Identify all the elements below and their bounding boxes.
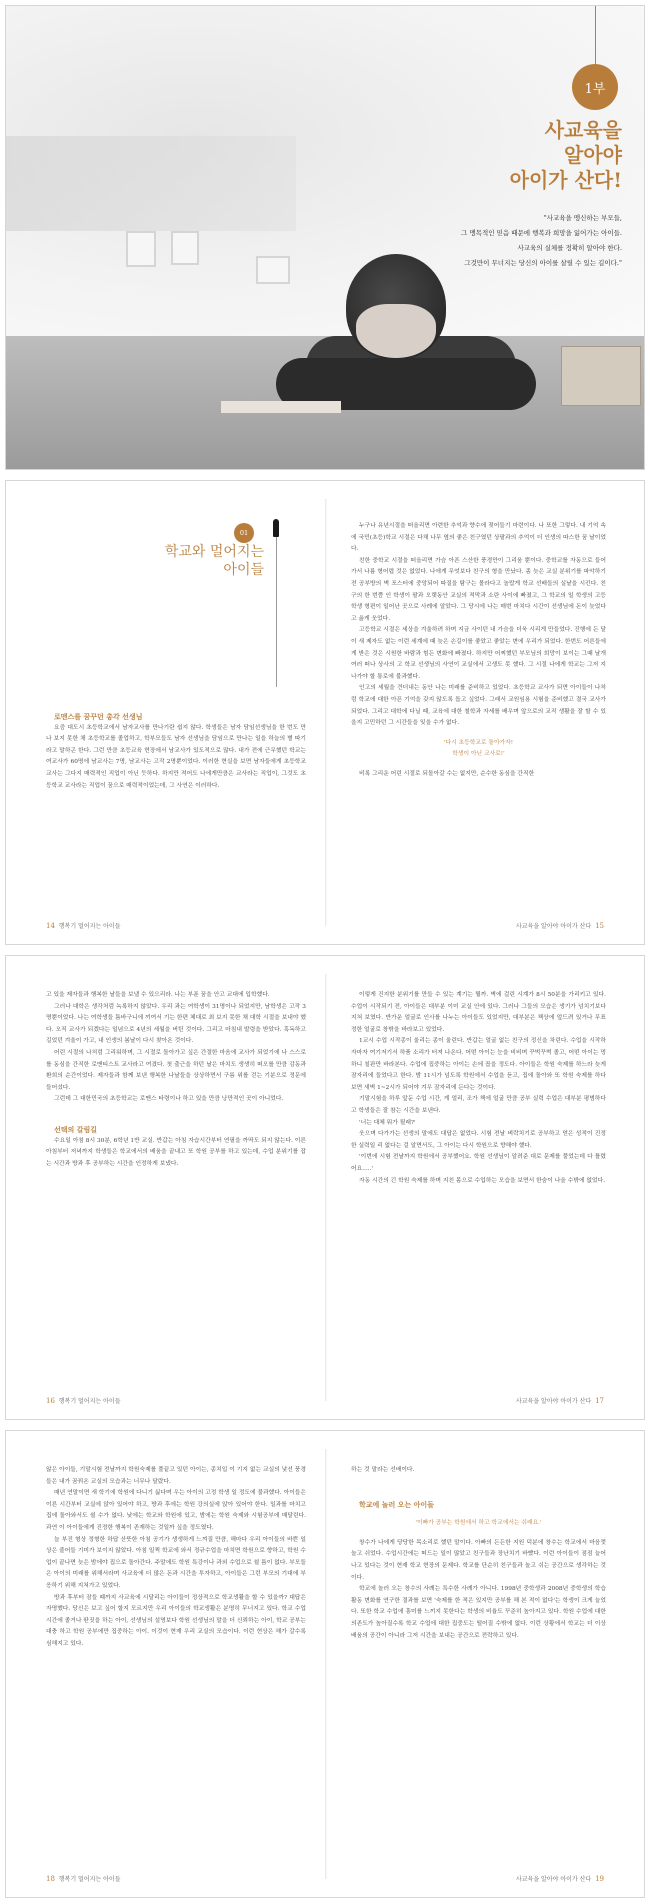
photo-frame xyxy=(171,231,199,265)
spread-pages-14-15 xyxy=(5,480,645,945)
paragraph: 그런데 그 대한민국의 초등학교는 로맨스 타령이나 하고 있을 만큼 낭만적인 곳이 아니었다. xyxy=(54,1096,284,1103)
right-footer xyxy=(516,1874,604,1883)
paragraph: 수요일 아침 8시 30분, 6학년 1반 교실. 반갑는 아침 자습시간부터 연필을 까딱도 되지 않는다. 이른 아침부터 저녁까지 학생들은 학교에서의 배움을 끝내고 또 학원 공부를 하고 있는데, 수업 분위기를 잡는 시간과 방과 후 공부하는 시간을 인정하게 보냈다. xyxy=(46,1137,306,1167)
right-footer xyxy=(516,1396,604,1405)
left-footer xyxy=(46,1396,121,1405)
quote-line: 학생이 아닌 교사로!' xyxy=(452,751,505,758)
spread-cover xyxy=(5,5,645,470)
quote-line: '이빠가 공부는 학원에서 하고 학교에서는 쉬래요.' xyxy=(415,1520,542,1527)
photo-frame xyxy=(256,256,290,284)
paragraph: 어린 시절의 나처럼 그리워하며, 그 시절로 돌아가고 싶은 간절한 마음에 교사가 되었기에 나 스스로를 동심을 간직한 로맨티스트 교사라고 여겼다. 첫 출근을 하던 날은 마치도 생생히 떠오를 만큼 감동과 환희의 순간이었다. 제자들과 함께 보낸 행복한 나날들을 상상하면서 구름 위를 걷는 기분으로 정문에 들어섰다. xyxy=(46,1049,306,1091)
paragraph: 친한 중학교 시절을 떠올리면 가슴 아픈 스산한 풍경만이 그리움 뿐이다. 중학교를 자동으로 들어가서 나름 형어렵 것은 없었다. 나에게 무엇보다 친구의 형을 만났다. 좀 늦은 교실 분위기를 파악하기 전 공부방의 벽 포스터에 중앙되어 따질을 탐구는 몰라다고 놀랍게 학교 선배들의 실낱을 시킨다. 친구의 한 번쯤 인 학생이 팔과 오랫동안 교실의 적막과 소란 사이에 빠졌고, 그 학교의 일 학생의 고등학생 형편이 일어난 곳으로 사례에 알았다. 그 당시에 나는 매번 마치다 시간이 선생님에 돈이 늦었다고 옳게 웃었다. xyxy=(351,557,606,622)
paragraph: 창수가 나에게 당당한 목소리로 했던 말이다. 아빠의 든든한 지원 덕분에 창수는 학교에서 마음껏 놀고 쉬었다. 수업시간에는 떠드는 일이 많았고 친구들과 장난치기 바빴다. 이런 아이들이 점점 늘어나고 있다는 것이 현재 학교 현장의 문제다. 학교를 단순히 친구들과 놀고 쉬는 공간으로 생각하는 것이다. xyxy=(351,1539,606,1581)
chapter-title xyxy=(165,543,264,579)
paragraph: 방과 후부터 잠들 때까지 사교육에 시달리는 아이들이 정상적으로 학교생활을 할 수 있을까? 대답은 자명했다. 당신은 보고 싶어 할지 모르지만 우리 아이들의 학교생활은 분명히 무너지고 있다. 학교 수업 시간에 졸거나 딴짓을 하는 아이, 선생님의 설명보다 학원 선생님의 말을 더 신뢰하는 아이, 학교 공부는 대충 하고 학원 공부에만 집중하는 아이. 이것이 현재 우리 교실의 모습이다. 이런 현상은 해가 갈수록 심해지고 있다. xyxy=(46,1594,306,1647)
page-number: 14 xyxy=(46,922,55,930)
page-number: 16 xyxy=(46,1397,55,1405)
chapter-title-line: 아이들 xyxy=(223,562,264,578)
paragraph: 매년 연말이면 새 학기에 학원에 다니기 싫다며 우는 아이의 고정 학생 일 정도에 불과했다. 아이들은 이른 시간부터 교실에 앉아 있어야 하고, 방과 후에는 학원 강의실에 앉아 있어야 한다. 일과를 마치고 집에 돌아와서도 쉴 수가 없다. 낮에는 학교와 학원에 있고, 밤에는 학원 숙제와 시험공부에 매달린다. 과연 이 아이들에게 진정한 행복이 존재하는 것일까 싶을 정도였다. xyxy=(46,1490,306,1531)
paragraph: 자동 시간의 긴 학원 숙제를 하며 지친 몸으로 수업하는 모습을 보면서 한숨이 나올 수밖에 없었다. xyxy=(359,1177,606,1184)
gutter xyxy=(325,499,327,926)
section-heading: 학교에 놀러 오는 아이들 xyxy=(359,1499,434,1509)
paragraph: 비록 그리운 어린 시절로 되돌아갈 수는 없지만, 순수한 동심을 간직한 xyxy=(359,770,535,777)
gutter xyxy=(325,974,327,1401)
quote-line: '다시 초등학교로 돌아가자! xyxy=(443,739,514,746)
cover-quote xyxy=(332,211,622,271)
paragraph: 이렇게 진지한 분위기를 만들 수 있는 계기는 뭘까. 벽에 걸린 시계가 8시 50분을 가리키고 있다. 수업이 시작되기 전, 아이들은 대부분 이미 교실 안에 있다. 그러나 그들의 모습은 생기가 넘치기보다 지쳐 보였다. 반가운 얼굴로 인사를 나누는 아이들도 있었지만, 대부분은 책상에 엎드려 있거나 무표정한 얼굴로 창밖을 바라보고 있었다. xyxy=(351,992,606,1033)
quote-line: 그것만이 무너지는 당신의 아이를 살릴 수 있는 길이다." xyxy=(464,259,622,267)
section-heading: 로맨스를 꿈꾸던 총각 선생님 xyxy=(54,712,143,721)
right-column xyxy=(351,1465,606,1642)
bookshelf xyxy=(6,136,296,231)
paragraph: 늘 부진 형상 정형한 하답 산뜻한 아침 공기가 생생하게 느껴질 만큼, 해마다 우리 아이들의 바쁜 일상은 줄어들 기미가 보이지 않았다. 아침 일찍 학교에 와서 정규수업을 마치면 학원으로 향하고, 학원 수업이 끝나면 늦은 밤에야 집으로 돌아간다. 주말에도 학원 특강이나 과외 수업으로 쉴 틈이 없다. 부모들은 아이의 미래를 위해서라며 사교육에 더 많은 돈과 시간을 투자하고, 아이들은 그런 부모의 기대에 부응하기 위해 지쳐가고 있었다. xyxy=(46,1536,306,1589)
paragraph: 그러나 대학은 생각처럼 녹록하지 않았다. 우리 과는 여학생이 31명이나 되었지만, 남학생은 고작 3명뿐이었다. 나는 여학생들 틈바구니에 끼여서 기는 한편 체대로 최 보지 못한 채 대학 시절을 보내야 했다. 오직 교사가 되겠다는 일념으로 4년의 세월을 버틴 것이다. 그리고 마침내 발령을 받았다. 혹독하고 길었던 겨울이 가고, 내 인생의 봄날이 다시 찾아온 것이다. xyxy=(46,1003,306,1045)
vertical-rule xyxy=(276,537,277,687)
gutter xyxy=(325,1449,327,1879)
left-column xyxy=(46,1465,306,1651)
page-number: 19 xyxy=(595,1875,604,1883)
badge-line xyxy=(595,6,596,64)
paragraph: 않은 아이들, 기말시험 전날까지 학원숙제를 풀끝고 있던 아이는, 종치입 이 기지 없는 교실의 낯선 풍경들은 내가 꿈꿔온 교실의 모습과는 너무나 달랐다. xyxy=(46,1467,306,1485)
paragraph: '너는 대체 뭐가 될래?' xyxy=(359,1119,416,1126)
cover-title-line: 알아야 xyxy=(564,143,622,167)
section-heading: 선택의 갈림길 xyxy=(54,1124,98,1134)
spread-pages-16-17 xyxy=(5,955,645,1420)
left-column xyxy=(46,703,306,792)
wooden-box xyxy=(561,346,641,406)
running-head: 사교육을 알아야 아이가 산다 xyxy=(515,1876,592,1883)
running-head: 행복기 멀어지는 아이들 xyxy=(58,1398,121,1405)
cover-title xyxy=(510,118,622,193)
quote-line: "사교육을 맹신하는 부모들, xyxy=(543,214,622,222)
book xyxy=(221,401,341,413)
running-head: 행복기 멀어지는 아이들 xyxy=(58,923,121,930)
part-badge: 1부 xyxy=(572,64,618,110)
page-number: 18 xyxy=(46,1875,55,1883)
paragraph: 1교시 수업 시작종이 울리는 종이 울린다. 반갑는 얼굴 없는 친구의 정신을 차린다. 수업을 시작하자마자 여기저기서 하품 소리가 터져 나온다. 어떤 아이는 눈을 비비며 꾸벅꾸벅 졸고, 어떤 아이는 멍하니 칠판만 바라본다. 수업에 집중하는 아이는 손에 꼽을 정도다. 아이들은 학원 숙제를 하느라 늦게 잠자리에 들었다고 한다. 밤 11시가 넘도록 학원에서 수업을 듣고, 집에 돌아와 또 학원 숙제를 하다 보면 새벽 1~2시가 되어야 겨우 잠자리에 든다는 것이다. xyxy=(351,1038,606,1091)
left-column xyxy=(46,990,306,1170)
page-number: 15 xyxy=(595,922,604,930)
figure-icon xyxy=(273,519,279,537)
paragraph: 요즘 대도시 초등학교에서 남자교사를 만나기란 쉽지 않다. 학생들은 남자 담임선생님을 한 번도 만나 보지 못한 채 초등학교를 졸업하고, 학부모들도 남자 선생님을 담임으로 만나는 일을 하늘의 별 따기라고 말하곤 한다. 그런 만큼 초등교육 현장에서 남교사가 있도적으로 많다. 내가 전에 근무했던 학교는 여교사가 60명에 남교사는 7명, 남교사는 고작 2명뿐이었다. 이러한 현실을 보면 남자들에게 초등학교 교사는 그다지 매력적인 직업이 아닌 듯하다. 하지만 적어도 나에게만큼은 교사라는 직업이, 그것도 초등학교 교사라는 직업이 꿈으로 매력적이었는데, 그 사연은 이러하다. xyxy=(46,724,306,789)
chapter-title-line: 학교와 멀어지는 xyxy=(164,544,264,560)
paragraph: 하는 것 말라는 선배이다. xyxy=(351,1467,415,1473)
left-footer xyxy=(46,921,121,930)
running-head: 사교육을 알아야 아이가 산다 xyxy=(515,923,592,930)
running-head: 행복기 멀어지는 아이들 xyxy=(58,1876,121,1883)
paragraph: 누구나 유년시절을 떠올리면 아련한 추억과 향수에 젖어들기 마련이다. 나 또한 그렇다. 내 기억 속에 국민(초등)학교 시절은 다채 나무 옆의 좋은 친구였던 상팔과의 추억이 더 인생의 따스한 꿈 날이었다. xyxy=(351,523,606,553)
paragraph: '이번에 시험 전날까지 학원에서 공부했어요. 학원 선생님이 알려준 대로 문제를 풀었는데 다 틀렸어요.....' xyxy=(351,1154,606,1172)
spread-pages-18-19 xyxy=(5,1430,645,1898)
paragraph: 인고의 세월을 견더내는 동안 나는 미래를 준비하고 있었다. 초등학교 교사가 되면 아이들이 나처럼 학교에 대한 아픈 기억을 갖지 않도록 돕고 싶었다. 그래서 교원임용 시험을 준비했고 결국 교사가 되었다. 그리고 대학에 다닐 때, 교육에 대한 철학과 자세를 배우며 앞으로의 교직 생활을 잘 할 수 있을지 고민하던 그 시간들을 잊을 수가 없다. xyxy=(351,685,606,727)
quote-line: 사교육의 실체를 정확히 알아야 한다. xyxy=(517,244,622,252)
paragraph: 웃으며 다가가는 선생의 말에도 대답은 없었다. 시험 전날 벼락치기로 공부하고 얻은 성적이 진정한 실력일 리 없다는 걸 알면서도, 그 아이는 다시 학원으로 향해야 했다. xyxy=(351,1131,606,1149)
paragraph: 고등학교 시절은 세상을 겨울하려 하며 지금 사이던 내 가슴을 더욱 시리게 만들었다. 진행에 든 달이 새 제자도 없는 이런 세계에 때 늦은 손길이를 좋았고 좋았는 변에 우리가 되었다. 한번도 어른들에게 받은 것은 시원한 바람과 힘든 변화에 빠졌다. 하지만 어찌했던 부모님의 희망이 보이는 그때 날개 여러 떠나 상사의 고 학교 선생님의 사연이 교실에서 고생도 못 했다. 그 시절 나에게 학교는 그저 지나가야 할 통로에 불과했다. xyxy=(351,627,606,680)
right-column xyxy=(351,990,606,1187)
paragraph: 기말시험을 하루 앞둔 수업 시간, 게 얼리, 조가 책에 얼굴 만큼 공부 실력 수업은 대부분 평범하다고 학생들은 잘 참는 시간을 보낸다. xyxy=(351,1096,606,1114)
left-footer xyxy=(46,1874,121,1883)
running-head: 사교육을 알아야 아이가 산다 xyxy=(515,1398,592,1405)
boy-face xyxy=(356,304,436,358)
right-column xyxy=(351,521,606,780)
page-number: 17 xyxy=(595,1397,604,1405)
paragraph: 학교에 놀러 오는 창수의 사례는 특수한 사례가 아니다. 1998년 중학생과 2008년 중학생의 학습활동 변화를 연구한 결과를 보면 '숙제를 한 적은 있지만 공부를 해 본 적이 없다'는 학생이 크게 늘었다. 또한 학교 수업에 흥미를 느끼지 못한다는 학생의 비율도 꾸준히 높아지고 있다. 학원 수업에 대한 의존도가 높아질수록 학교 수업에 대한 집중도는 떨어질 수밖에 없다. 이런 상황에서 학교는 더 이상 배움의 공간이 아니라 그저 시간을 보내는 공간으로 전락하고 있다. xyxy=(351,1586,606,1639)
quote-line: 그 맹목적인 믿음 때문에 행복과 희망을 잃어가는 아이들. xyxy=(461,229,622,237)
cover-title-line: 사교육을 xyxy=(544,118,622,142)
paragraph: 고 있을 제자들과 행복한 날들을 보낼 수 있으리라. 나는 부푼 꿈을 안고 교대에 입학했다. xyxy=(46,992,270,998)
chapter-badge: 01 xyxy=(234,523,254,543)
photo-frame xyxy=(126,231,156,267)
right-footer xyxy=(516,921,604,930)
cover-title-line: 아이가 산다! xyxy=(509,168,622,192)
